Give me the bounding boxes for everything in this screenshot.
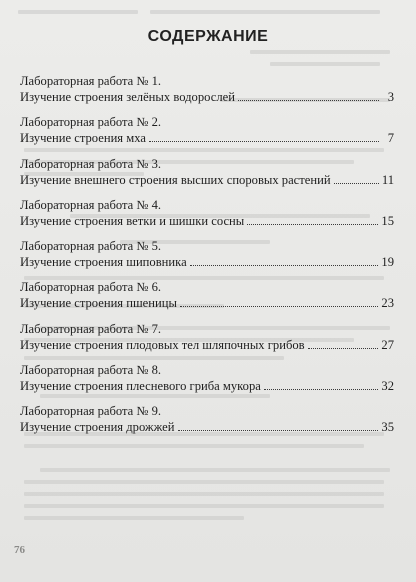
page-title: СОДЕРЖАНИЕ [147, 28, 269, 45]
toc-entry-work-label: Лабораторная работа № 2. [20, 115, 162, 130]
toc-entry-3[interactable] [20, 157, 394, 198]
table-of-contents [20, 74, 394, 446]
toc-entry-page-number: 27 [381, 337, 394, 352]
dot-leader [149, 130, 379, 142]
toc-entry-work-label: Лабораторная работа № 3. [20, 156, 162, 171]
toc-entry-topic: Изучение строения пшеницы [20, 296, 177, 311]
toc-entry-page-number: 35 [381, 420, 394, 435]
toc-entry-page-number: 15 [381, 213, 394, 228]
toc-entry-topic: Изучение строения дрожжей [20, 420, 175, 435]
toc-entry-topic: Изучение строения плесневого гриба мукора [20, 379, 261, 394]
toc-entry-work-label: Лабораторная работа № 6. [20, 280, 162, 295]
toc-entry-6[interactable] [20, 280, 394, 321]
dot-leader [190, 254, 379, 266]
toc-entry-page-number: 23 [381, 296, 394, 311]
toc-entry-work-label: Лабораторная работа № 4. [20, 197, 162, 212]
dot-leader [334, 172, 379, 184]
toc-entry-topic: Изучение строения мха [20, 131, 146, 146]
dot-leader [247, 213, 378, 225]
toc-entry-1[interactable] [20, 74, 394, 115]
toc-entry-page-number: 11 [381, 172, 394, 187]
toc-entry-8[interactable] [20, 363, 394, 404]
toc-entry-page-number: 32 [381, 379, 394, 394]
toc-entry-4[interactable] [20, 198, 394, 239]
toc-entry-work-label: Лабораторная работа № 1. [20, 74, 162, 88]
toc-entry-7[interactable] [20, 322, 394, 363]
toc-entry-5[interactable] [20, 239, 394, 280]
toc-entry-work-label: Лабораторная работа № 7. [20, 321, 162, 336]
dot-leader [180, 295, 378, 307]
toc-entry-page-number: 3 [387, 90, 394, 104]
page-folio: 76 [14, 544, 25, 556]
dot-leader [238, 89, 379, 101]
toc-entry-page-number: 7 [387, 131, 394, 146]
toc-entry-work-label: Лабораторная работа № 9. [20, 404, 162, 419]
dot-leader [264, 378, 379, 390]
toc-entry-topic: Изучение строения зелёных водорослей [20, 90, 235, 104]
toc-entry-topic: Изучение строения ветки и шишки сосны [20, 213, 245, 228]
toc-entry-topic: Изучение строения плодовых тел шляпочных грибов [20, 337, 305, 352]
dot-leader [178, 419, 379, 431]
toc-entry-2[interactable] [20, 115, 394, 156]
toc-entry-topic: Изучение внешнего строения высших споровых растений [20, 172, 331, 187]
toc-entry-9[interactable] [20, 404, 394, 445]
toc-entry-topic: Изучение строения шиповника [20, 255, 187, 270]
toc-entry-work-label: Лабораторная работа № 5. [20, 239, 162, 254]
toc-entry-work-label: Лабораторная работа № 8. [20, 363, 162, 378]
toc-entry-page-number: 19 [381, 255, 394, 270]
dot-leader [308, 337, 379, 349]
